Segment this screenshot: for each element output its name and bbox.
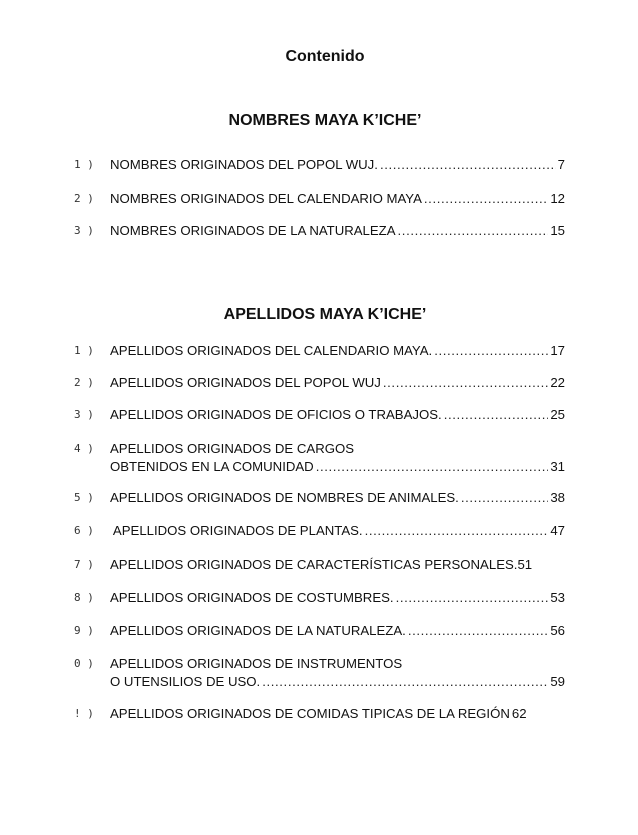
entry-number: 2 ) [74,192,94,205]
entry-page-number: 12 [550,191,565,206]
entry-number: ! ) [74,707,94,720]
leader-dots [380,157,556,172]
entry-title: APELLIDOS ORIGINADOS DE LA NATURALEZA. [110,623,406,638]
entry-number: 3 ) [74,408,94,421]
entry-title: NOMBRES ORIGINADOS DEL POPOL WUJ. [110,157,378,172]
entry-page-number: 22 [550,375,565,390]
leader-dots [383,375,548,390]
leader-dots [398,223,549,238]
entry-number: 5 ) [74,491,94,504]
entry-page-number: 31 [550,459,565,474]
entry-title-continued: OBTENIDOS EN LA COMUNIDAD [110,459,314,474]
leader-dots [316,459,549,474]
entry-page-number: 15 [550,223,565,238]
entry-title: APELLIDOS ORIGINADOS DE COSTUMBRES. [110,590,394,605]
entry-title: APELLIDOS ORIGINADOS DE COMIDAS TIPICAS DE LA REGIÓN [110,706,510,721]
entry-title-continued: O UTENSILIOS DE USO. [110,674,261,689]
entry-page-number: 7 [557,157,565,172]
leader-dots [396,590,549,605]
entry-page-number: 51 [517,557,533,572]
entry-title: APELLIDOS ORIGINADOS DEL POPOL WUJ [110,375,381,390]
entry-title: APELLIDOS ORIGINADOS DE CARGOS [110,441,355,456]
entry-title: APELLIDOS ORIGINADOS DE CARACTERÍSTICAS PERSONALES. [110,557,518,572]
entry-page-number: 38 [550,490,565,505]
entry-title: APELLIDOS ORIGINADOS DEL CALENDARIO MAYA. [110,343,433,358]
entry-page-number: 53 [550,590,565,605]
entry-page-number: 47 [550,523,565,538]
entry-number: 1 ) [74,344,94,357]
leader-dots [365,523,549,538]
leader-dots [424,191,548,206]
page-title: Contenido [285,48,365,65]
entry-title: APELLIDOS ORIGINADOS DE OFICIOS O TRABAJOS. [110,407,442,422]
entry-number: 4 ) [74,442,94,455]
leader-dots [434,343,548,358]
leader-dots [408,623,549,638]
leader-dots [444,407,549,422]
entry-number: 6 ) [74,524,94,537]
entry-title: APELLIDOS ORIGINADOS DE PLANTAS. [110,523,363,538]
entry-number: 2 ) [74,376,94,389]
entry-page-number: 59 [550,674,565,689]
entry-title: APELLIDOS ORIGINADOS DE INSTRUMENTOS [110,656,403,671]
entry-number: 1 ) [74,158,94,171]
leader-dots [262,674,548,689]
entry-number: 8 ) [74,591,94,604]
entry-page-number: 56 [550,623,565,638]
entry-page-number: 17 [550,343,565,358]
entry-number: 7 ) [74,558,94,571]
section-heading-apellidos: APELLIDOS MAYA K’ICHE’ [223,306,427,323]
entry-number: 0 ) [74,657,94,670]
section-heading-nombres: NOMBRES MAYA K’ICHE’ [228,112,422,129]
entry-title: NOMBRES ORIGINADOS DEL CALENDARIO MAYA [110,191,422,206]
entry-number: 9 ) [74,624,94,637]
entry-page-number: 25 [550,407,565,422]
entry-title: APELLIDOS ORIGINADOS DE NOMBRES DE ANIMALES. [110,490,459,505]
leader-dots [461,490,549,505]
entry-page-number: 62 [511,706,527,721]
entry-number: 3 ) [74,224,94,237]
entry-title: NOMBRES ORIGINADOS DE LA NATURALEZA [110,223,396,238]
